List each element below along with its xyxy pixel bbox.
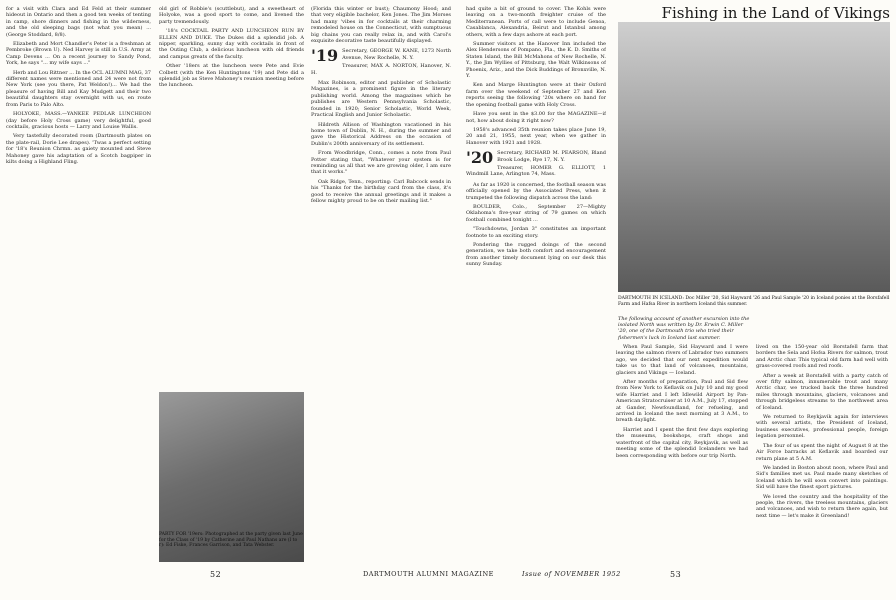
party-photo-caption: PARTY FOR '19ers: Photographed at the party given last June for the Class of '19 by Catherine and Paul Nathans are (l to r): Ed Fiske, Frances Garrison, and Tata Webster. <box>159 532 303 549</box>
class-19-header <box>311 48 451 76</box>
paragraph: for a visit with Clara and Ed Feld at their summer hideout in Ontario and then a good ten weeks of tenting in camp, shore dinners and fishing in the wilderness, and the old sleeping bags (not what you mean) ... (George Stoddard, 8/8). <box>6 6 151 38</box>
column-3 <box>311 6 451 566</box>
paragraph: lived on the 150-year old Borstafell farm that borders the Sela and Hofsa Rivers for salmon, trout and Arctic char. This typical old farm had well with grass-covered roofs and red roofs. <box>756 344 888 370</box>
column-6 <box>756 344 888 566</box>
page-number-right: 53 <box>670 570 682 579</box>
paragraph: When Paul Sample, Sid Hayward and I were leaving the salmon rivers of Labrador two summers ago, we decided that our next expedition would take us to that land of volcanoes, mountains, glaciers and Vikings — Iceland. <box>616 344 748 376</box>
paragraph: old girl of Robbie's (scuttlebut), and a sweetheart of Holyoke, was a good sport to come, and livened the party tremendously. <box>159 6 304 25</box>
paragraph: Harriet and I spent the first few days exploring the museums, bookshops, craft shops and waterfront of the capital city, Reykjavik, as well as meeting some of the splendid Icelanders we had been corresponding with before our trip North. <box>616 426 748 459</box>
iceland-photo <box>618 22 890 292</box>
paragraph: Pondering the rugged doings of the second generation, we take both comfort and encouragement from another timely document lying on our desk this sunny Sunday. <box>466 242 606 268</box>
paragraph: Summer visitors at the Hanover Inn included the Alex Hendersons of Pompano, Fla., the K. D. Smiths of Staten Island, the Bill McMahons of New Rochelle, N. Y., the Jim Wyllies of Pittsburg, the Walt Wilkinsons of Phoenix, Ariz., and the Dick Buddings of Bronxville, N. Y. <box>466 41 606 80</box>
page-number-left: 52 <box>210 570 222 579</box>
class-19-secretary: Secretary, GEORGE W. KANE, 1273 North Avenue, New Rochelle, N. Y. <box>342 48 451 61</box>
paragraph: Other '18ers at the luncheon were Pete and Evie Colbett (with the Ken Huntingtons '19) and Pete did a splendid job as Steve Mahoney's reunion meeting before the luncheon. <box>159 63 304 89</box>
paragraph: '18's COCKTAIL PARTY AND LUNCHEON RUN BY ELLEN AND DUKE. The Dukes did a splendid job. A nipper, sparkling, sunny day with cocktails in front of the Outing Club, a delicious luncheon with old friends and campus greats of the faculty. <box>159 28 304 60</box>
paragraph: Ken and Marge Huntington were at their Oxford farm over the weekend of September 27 and Ken reports seeing the following '20s where on hand for the opening football game with Holy Cross. <box>466 82 606 108</box>
class-20-treasurer: Treasurer, HOMER G. ELLIOTT, 1 Windmill Lane, Arlington 74, Mass. <box>466 164 606 178</box>
paragraph: We loved the country and the hospitality of the people, the rivers, the treeless mountains, glaciers and volcanoes, and wish to return there again, but next time — let's make it Greenland! <box>756 493 888 519</box>
article-title: Fishing in the Land of Vikings <box>661 4 890 22</box>
paragraph: had quite a bit of ground to cover. The Kohls were leaving on a two-month freighter cruise of the Mediterranean. Ports of call were to include Genoa, Casablanca, Alexandria, Beirut and Istanbul among others, with a few days ashore at each port. <box>466 6 606 38</box>
paragraph: HOLYOKE, MASS.—YANKEE PEDLAR LUNCHEON (day before Holy Cross game) very delightful, good cocktails, gracious hosts — Larry and Louise Wallis. <box>6 111 151 130</box>
paragraph: Elizabeth and Mort Chandler's Peter is a freshman at Pembroke (Brown U). Ned Harvey is still in U.S. Army at Camp Devens ... On a recent journey to Sandy Pond, York, he says "... my wife says ..." <box>6 41 151 67</box>
article-intro: The following account of another excursion into the isolated North was written by Dr. Erwin C. Miller '20, one of the Dartmouth trio who tried their fishermen's luck in Iceland last summer. <box>618 316 750 341</box>
paragraph: 1958's advanced 35th reunion takes place June 19, 20 and 21, 1955, next year, when we gather in Hanover with 1921 and 1928. <box>466 126 606 146</box>
paragraph: BOULDER, Colo., September 27—Mighty Oklahoma's five-year string of 79 games on which football combined tonight ... <box>466 203 606 223</box>
paragraph: We returned to Reykjavik again for interviews with several artists, the President of Iceland, business executives, professional people, foreign legation personnel. <box>756 414 888 440</box>
column-4 <box>466 6 606 566</box>
class-year-20: '20 <box>466 150 494 168</box>
paragraph: Herb and Lou Rittner ... In the OCL ALUMNI MAG, 37 different names were mentioned and 24 were not from New York (see you there, Pat Weldon!)... We had the pleasure of having Bill and Kay Mudgett and their two beautiful daughters stay overnight with us, en route from Paris to Palo Alto. <box>6 69 151 108</box>
column-5 <box>616 344 748 566</box>
paragraph: Oak Ridge, Tenn., reporting: Carl Babcock sends in his "Thanks for the birthday card from the class, it's good to receive the annual greetings and it makes a fellow mighty proud to be on their mailing list." <box>311 178 451 204</box>
paragraph: "Touchdowns, Jordan 3" constitutes an important footnote to an exciting story. <box>466 226 606 239</box>
paragraph: Very tastefully decorated room (Dartmouth plates on the plate-rail, Dorie Lee drapes). 'Twas a perfect setting for '18's Reunion Chrmn. as gaiety mounted and Steve Mahoney gave his adaptation of a Scotch bagpiper in kilts doing a Highland Fling. <box>6 133 151 165</box>
paragraph: After months of preparation, Paul and Sid flew from New York to Keflavik on July 10 and my good wife Harriet and I left Idlewild Airport by Pan-American Stratocruiser at 10 A.M., July 17, stopped at Gander, Newfoundland, for refueling, and arrived in Iceland the next morning at 3 A.M., to breath daylight. <box>616 379 748 424</box>
paragraph: As far as 1920 is concerned, the football season was officially opened by the Associated Press, when it trumpeted the following dispatch across the land: <box>466 181 606 201</box>
iceland-photo-caption: DARTMOUTH IN ICELAND: Doc Miller '20, Sid Hayward '26 and Paul Sample '20 in Iceland ponies at the Borsfafell Farm and Hafsa River in northern Iceland this summer. <box>618 296 890 307</box>
paragraph: Max Robinson, editor and publisher of Scholastic Magazines, is a prominent figure in the literary publishing world. Among the magazines which he publishes are Western Pennsylvania Scholastic, founded in 1920; Senior Scholastic, World Week, Practical English and Junior Scholastic. <box>311 80 451 119</box>
paragraph: We landed in Boston about noon, where Paul and Sid's families met us. Paul made many sketches of Iceland which he will soon convert into paintings. Sid will have the finest sport pictures. <box>756 464 888 491</box>
paragraph: From Woodbridge, Conn., comes a note from Paul Potter stating that, "Whatever your system is for reminding us all that we are growing older, I am sure that it works." <box>311 150 451 176</box>
class-20-header <box>466 150 606 178</box>
paragraph: Have you sent in the $3.00 for the MAGAZINE—if not, how about doing it right now? <box>466 111 606 124</box>
column-1 <box>6 6 151 566</box>
issue-label: Issue of NOVEMBER 1952 <box>522 570 621 578</box>
magazine-name: DARTMOUTH ALUMNI MAGAZINE <box>363 570 494 578</box>
paragraph: Hildreth Allison of Washington vacationed in his home town of Dublin, N. H., during the summer and gave the Historical Address on the occasion of Dublin's 200th anniversary of its settlement. <box>311 121 451 147</box>
class-20-secretary: Secretary, RICHARD M. PEARSON, Bland Brook Lodge, Rye 17, N. Y. <box>497 150 606 163</box>
class-year-19: '19 <box>311 48 339 66</box>
class-19-treasurer: Treasurer, MAX A. NORTON, Hanover, N. H. <box>311 63 451 76</box>
column-2 <box>159 6 304 386</box>
paragraph: (Florida this winter or bust); Chaumony Hood; and that very eligible bachelor, Ken Jones. The Jim Morses had many 'vibes in for cocktails at their charming remodeled house on the Connecticut, with sumptuous big chains you can really relax in, and with Carol's exquisite decorative taste beautifully displayed. <box>311 6 451 45</box>
paragraph: After a week at Borstafell with a party catch of over fifty salmon, innumerable trout and many Arctic char, we trucked back the three hundred miles through mountains, glaciers, volcanoes and through bridgeless streams to the northwest area of Iceland. <box>756 372 888 411</box>
paragraph: The four of us spent the night of August 8 at the Air Force barracks at Keflavik and boarded our return plane at 5 A.M. <box>756 442 888 462</box>
